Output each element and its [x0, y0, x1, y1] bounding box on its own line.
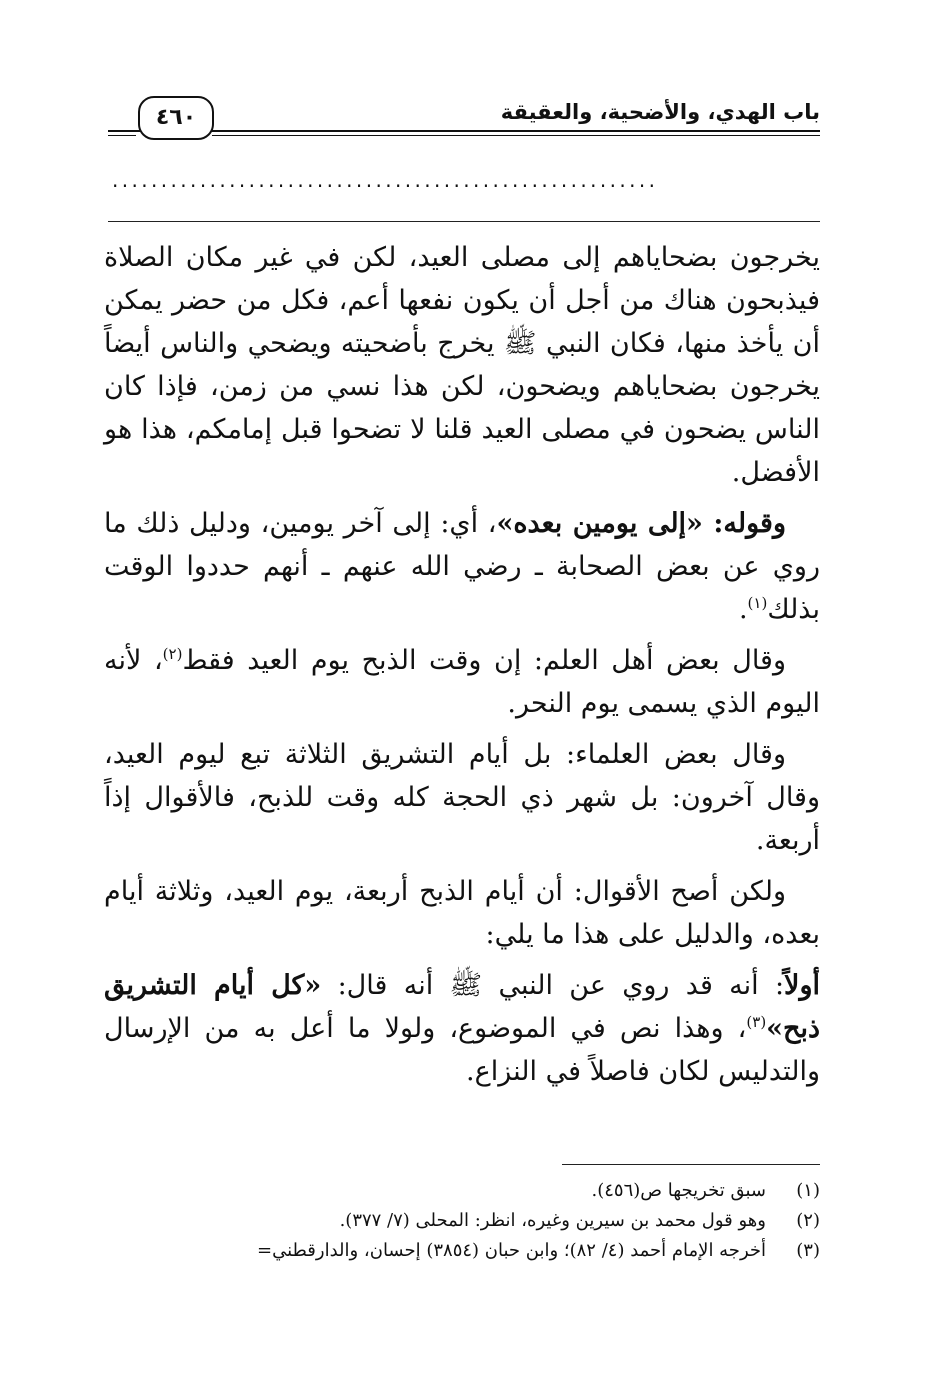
paragraph-6-end: ، وهذا نص في الموضوع، ولولا ما أعل به من الإرسال والتدليس لكان فاصلاً في النزاع.: [104, 1013, 820, 1087]
page-number: ٤٦٠: [138, 96, 214, 140]
footnote-number: (٢): [796, 1210, 820, 1231]
header-rule-thin: [212, 135, 820, 136]
paragraph-2-end: .: [738, 594, 748, 625]
paragraph-2-lead: وقوله: «إلى يومين بعده»: [496, 508, 786, 539]
footnote-3: [96, 1236, 820, 1266]
paragraph-3: [104, 639, 820, 725]
footnotes: [96, 1176, 820, 1266]
page-number-stub-thin: [108, 135, 136, 136]
footnote-text: وهو قول محمد بن سيرين وغيره، انظر: المحلى (٧/ ٣٧٧).: [339, 1210, 766, 1231]
paragraph-2-text: ، أي: إلى آخر يومين، ودليل ذلك ما روي عن بعض الصحابة ـ رضي الله عنهم ـ أنهم حددوا الوقت بذلك: [104, 508, 820, 625]
footnote-ref-1[interactable]: (١): [747, 594, 768, 612]
hadith-quote: «كل أيام التشريق ذبح»: [104, 970, 821, 1044]
paragraph-3-text: وقال بعض أهل العلم: إن وقت الذبح يوم العيد فقط: [182, 645, 786, 676]
footnote-text: سبق تخريجها ص(٤٥٦).: [591, 1180, 766, 1201]
paragraph-6-text: : أنه قد روي عن النبي ﷺ أنه قال:: [321, 970, 785, 1001]
main-text: [104, 236, 820, 1101]
paragraph-4: [104, 733, 820, 862]
page-number-stub: [108, 130, 136, 132]
running-header: [108, 92, 820, 148]
dotted-separator: ........................................................: [112, 168, 659, 192]
footnote-rule: [562, 1164, 820, 1165]
paragraph-6: [104, 964, 820, 1093]
footnote-number: (٣): [796, 1240, 820, 1261]
paragraph-1-text: يخرجون بضحاياهم إلى مصلى العيد، لكن في غير مكان الصلاة فيذبحون هناك من أجل أن يكون نفعها أعم، فكل من حضر يمكن أن يأخذ منها، فكان النبي ﷺ يخرج بأضحيته ويضحي والناس أيضاً يخرجون بضحاياهم ويضحون، لكن هذا نسي من زمن، فإذا كان الناس يضحون في مصلى العيد قلنا لا تضحوا قبل إمامكم، هذا هو الأفضل.: [104, 242, 820, 488]
page-number-frame: [108, 92, 272, 148]
paragraph-1: [104, 236, 820, 494]
paragraph-6-lead: أولاً: [784, 970, 820, 1001]
chapter-title: باب الهدي، والأضحية، والعقيقة: [495, 98, 820, 126]
footnote-text: أخرجه الإمام أحمد (٤/ ٨٢)؛ وابن حبان (٣٨٥٤) إحسان، والدارقطني=: [256, 1240, 766, 1261]
footnote-ref-3[interactable]: (٣): [746, 1013, 767, 1031]
paragraph-5: [104, 870, 820, 956]
top-rule: [108, 221, 820, 222]
paragraph-5-text: ولكن أصح الأقوال: أن أيام الذبح أربعة، يوم العيد، وثلاثة أيام بعده، والدليل على هذا ما يلي:: [104, 876, 820, 950]
footnote-ref-2[interactable]: (٢): [162, 645, 183, 663]
paragraph-4-text: وقال بعض العلماء: بل أيام التشريق الثلاثة تبع ليوم العيد، وقال آخرون: بل شهر ذي الحجة كله وقت للذبح، فالأقوال إذاً أربعة.: [104, 739, 820, 856]
footnote-2: [96, 1206, 820, 1236]
footnote-number: (١): [796, 1180, 820, 1201]
paragraph-3-end: ، لأنه اليوم الذي يسمى يوم النحر.: [104, 645, 820, 719]
paragraph-2: [104, 502, 820, 631]
footnote-1: [96, 1176, 820, 1206]
